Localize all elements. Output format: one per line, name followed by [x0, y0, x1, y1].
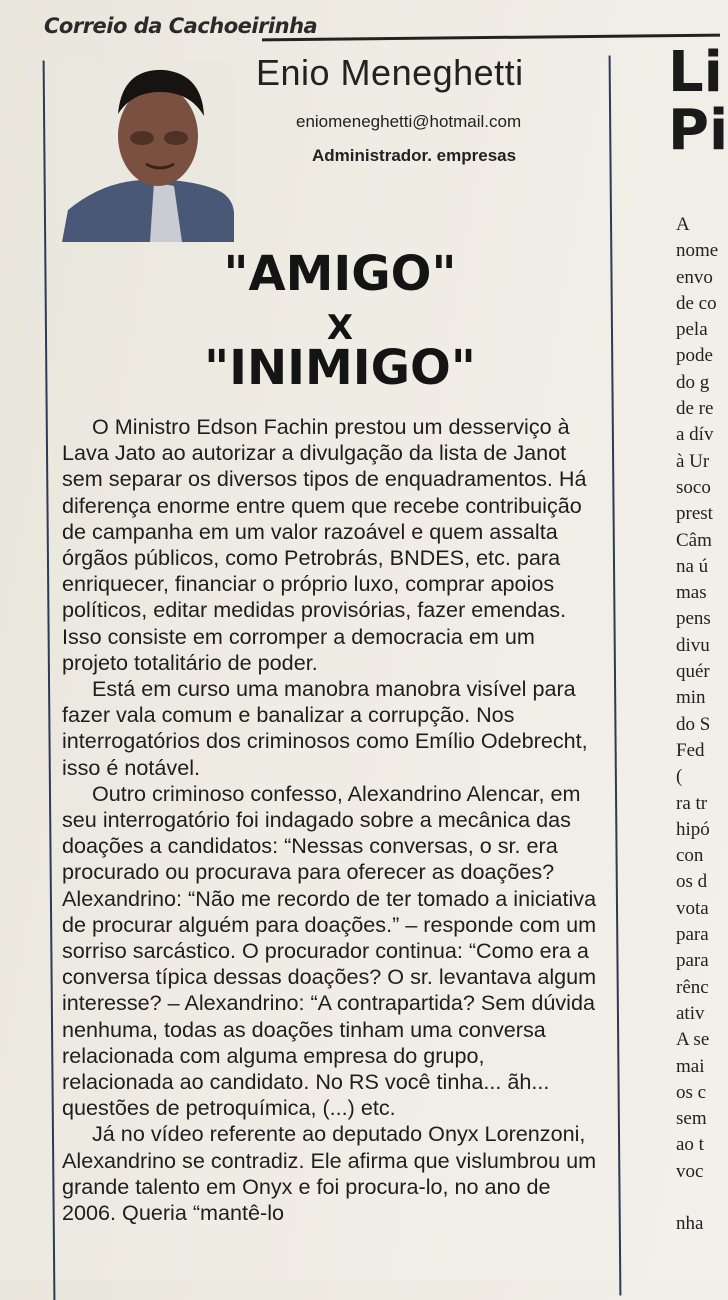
adjacent-column-line: vota	[676, 897, 709, 919]
adjacent-headline-line: Pi	[668, 98, 728, 163]
adjacent-column-line: nha	[676, 1213, 704, 1235]
article-body	[62, 414, 602, 1226]
adjacent-column-line: a dív	[676, 424, 714, 446]
masthead-logo: Correio da Cachoeirinha	[44, 14, 318, 38]
headline-line-1: "AMIGO"	[223, 246, 457, 302]
headline-line-2: "INIMIGO"	[204, 340, 476, 396]
adjacent-column-line: pens	[676, 608, 711, 630]
author-role: Administrador. empresas	[312, 146, 517, 165]
article-paragraph: Já no vídeo referente ao deputado Onyx Lorenzoni, Alexandrino se contradiz. Ele afirma que vislumbrou um grande talento em Onyx e foi procura-lo, no ano de 2006. Queria “mantê-lo	[62, 1121, 597, 1226]
adjacent-column-line: prest	[676, 503, 713, 525]
adjacent-column-line: pela	[676, 319, 708, 341]
adjacent-column-line	[676, 1185, 718, 1211]
adjacent-column-line: sem	[676, 1108, 707, 1130]
adjacent-column-line: soco	[676, 476, 711, 498]
adjacent-column-line: mai	[676, 1055, 705, 1077]
adjacent-column-line: para	[676, 924, 709, 946]
adjacent-column-line: rênc	[676, 976, 709, 998]
adjacent-column-line: A	[676, 214, 690, 235]
adjacent-column-line: hipó	[676, 818, 710, 840]
adjacent-column-line: do S	[676, 713, 711, 735]
adjacent-column-line: Câm	[676, 529, 712, 551]
masthead-rule	[262, 34, 720, 42]
adjacent-column-line: Fed	[676, 739, 705, 761]
adjacent-column-line: para	[676, 950, 709, 972]
article-paragraph: O Ministro Edson Fachin prestou um desserviço à Lava Jato ao autorizar a divulgação da lista de Janot sem separar os diversos tipos de enquadramentos. Há diferença enorme entre quem que recebe contribuição de campanha em um valor razoável e quem assalta órgãos públicos, como Petrobrás, BNDES, etc. para enriquecer, financiar o próprio luxo, comprar apoios políticos, editar medidas provisórias, fazer emendas. Isso consiste em corromper a democracia em um projeto totalitário de poder.	[62, 414, 587, 675]
headline-separator: X	[326, 308, 354, 348]
adjacent-headline	[668, 40, 728, 163]
adjacent-column-line: min	[676, 687, 706, 709]
adjacent-column-line: divu	[676, 634, 710, 656]
adjacent-column-line: de co	[676, 292, 717, 314]
adjacent-column-line: quér	[676, 661, 710, 683]
adjacent-column-line: de re	[676, 398, 714, 420]
adjacent-column-text	[676, 212, 718, 1238]
adjacent-column-line: ra tr	[676, 792, 708, 814]
adjacent-column-line: (	[676, 766, 683, 788]
adjacent-column-line: do g	[676, 371, 710, 393]
adjacent-column-line: os c	[676, 1081, 707, 1103]
adjacent-column-line: à Ur	[676, 450, 710, 472]
author-photo	[62, 62, 234, 242]
adjacent-column-line: pode	[676, 345, 713, 367]
adjacent-column-line: ao t	[676, 1134, 704, 1156]
author-name: Enio Meneghetti	[256, 52, 524, 93]
article-paragraph: Outro criminoso confesso, Alexandrino Alencar, em seu interrogatório foi indagado sobre a mecânica das doações a candidatos: “Nessas conversas, o sr. era procurado ou procurava para oferecer as doações? Alexandrino: “Não me recordo de ter tomado a iniciativa de procurar alguém para doações.” – responde com um sorriso sarcástico. O procurador continua: “Como era a conversa típica dessas doações? O sr. levantava algum interesse? – Alexandrino: “A contrapartida? Sem dúvida nenhuma, todas as doações tinham uma conversa relacionada com alguma empresa do grupo, relacionada ao candidato. No RS você tinha... ãh... questões de petroquímica, (...) etc.	[62, 780, 597, 1121]
adjacent-headline-line: Li	[668, 40, 723, 105]
article-paragraph: Está em curso uma manobra manobra visível para fazer vala comum e banalizar a corrupção. Nos interrogatórios dos criminosos como Emílio Odebrecht, isso é notável.	[62, 676, 588, 780]
adjacent-column-line: A se	[676, 1029, 710, 1051]
adjacent-column-line: nome	[676, 240, 719, 262]
adjacent-column-line: voc	[676, 1160, 704, 1182]
adjacent-column-line: os d	[676, 871, 708, 893]
adjacent-column-line: mas	[676, 582, 707, 604]
adjacent-column-line: con	[676, 845, 704, 867]
adjacent-column-line: na ú	[676, 555, 709, 577]
author-email: eniomeneghetti@hotmail.com	[296, 112, 522, 131]
adjacent-column-line: ativ	[676, 1002, 705, 1024]
adjacent-column-line: envo	[676, 266, 713, 288]
